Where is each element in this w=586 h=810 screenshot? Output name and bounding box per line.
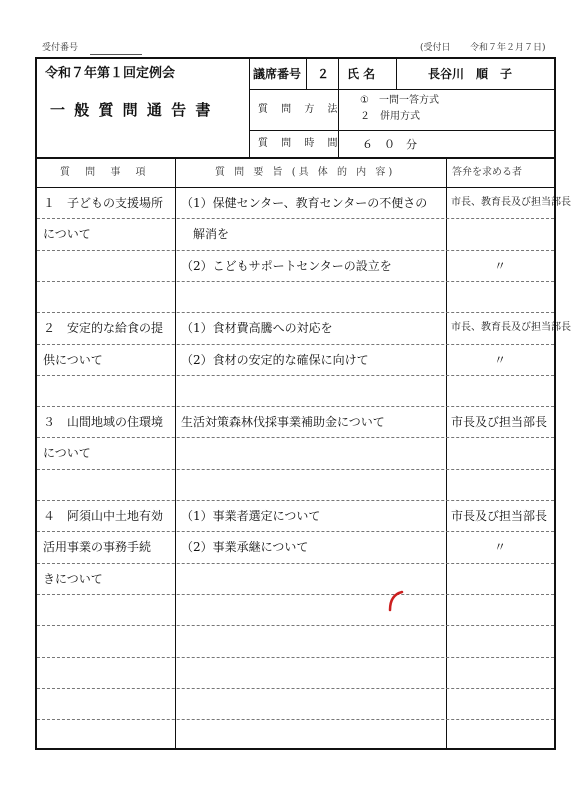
document-title: 一 般 質 問 通 告 書: [50, 101, 213, 119]
row-divider: [37, 437, 554, 438]
row-divider: [37, 594, 554, 595]
column-header-rule: [35, 187, 556, 188]
row-gist-text: （2）食材の安定的な確保に向けて: [181, 352, 369, 367]
column-header-item: 質 問 事 項: [60, 167, 152, 178]
row-gist-text: （1）事業者選定について: [181, 509, 321, 523]
column-header-gist: 質 問 要 旨 (具 体 的 内 容): [215, 167, 396, 178]
row-divider: [37, 657, 554, 658]
row-responder-text: 市長及び担当部長: [451, 509, 548, 523]
column-divider-1: [175, 157, 176, 750]
row-item-text: 供について: [43, 352, 103, 367]
row-responder-text: 〃: [494, 258, 507, 273]
column-header-responder: 答弁を求める者: [452, 167, 522, 178]
row-divider: [37, 250, 554, 251]
seat-divider: [306, 57, 307, 89]
row-item-text: ２ 安定的な給食の提: [43, 321, 164, 336]
row-gist-text: （2）こどもサポートセンターの設立を: [181, 258, 392, 273]
received-date: 令和７年２月７日): [470, 43, 546, 53]
row-item-text: ４ 阿須山中土地有効: [43, 509, 164, 523]
time-value: ６ ０ 分: [362, 138, 417, 151]
header-bottom-rule: [35, 157, 556, 159]
method-option-2: ２ 併用方式: [360, 111, 420, 122]
method-label: 質 問 方 法: [258, 104, 343, 115]
row-divider: [37, 469, 554, 470]
column-divider-2: [446, 157, 447, 750]
notice-form: [35, 57, 556, 750]
session-title: 令和７年第１回定例会: [45, 66, 176, 81]
row-responder-text: 市長、教育長及び担当部長: [451, 197, 571, 208]
row-responder-text: 市長、教育長及び担当部長: [451, 322, 571, 334]
row-item-text: きについて: [43, 571, 103, 586]
row-gist-text: （1）食材費高騰への対応を: [181, 321, 333, 336]
seat-label: 議席番号: [253, 67, 302, 81]
row-item-text: ３ 山間地域の住環境: [43, 415, 164, 430]
row-divider: [37, 406, 554, 407]
name-divider: [396, 57, 397, 89]
row-divider: [37, 563, 554, 564]
method-option-1: ① 一問一答方式: [360, 95, 439, 106]
row-divider: [37, 688, 554, 689]
name-label: 氏 名: [347, 67, 376, 81]
row-gist-text: 解消を: [181, 227, 230, 242]
time-label: 質 問 時 間: [258, 138, 343, 149]
header-divider: [249, 57, 250, 157]
row-gist-text: 生活対策森林伐採事業補助金について: [181, 415, 385, 430]
row-gist-text: （1）保健センター、教育センターの不便さの: [181, 196, 428, 210]
receipt-number-line: [90, 54, 142, 55]
row-divider: [37, 281, 554, 282]
row-divider: [37, 375, 554, 376]
row-divider: [37, 531, 554, 532]
row-responder-text: 市長及び担当部長: [451, 415, 548, 430]
receipt-number-label: 受付番号: [42, 43, 79, 53]
row-item-text: １ 子どもの支援場所: [43, 196, 164, 210]
name-value: 長谷川 順 子: [428, 67, 513, 81]
row-item-text: について: [43, 227, 91, 242]
row-responder-text: 〃: [494, 540, 507, 555]
row-item-text: 活用事業の事務手続: [43, 540, 152, 555]
row-divider: [37, 344, 554, 345]
row-divider: [37, 500, 554, 501]
header-rule-2: [249, 130, 556, 131]
seat-value: ２: [317, 67, 330, 81]
row-divider: [37, 625, 554, 626]
row-divider: [37, 218, 554, 219]
received-label: (受付日: [420, 43, 451, 53]
row-item-text: について: [43, 446, 91, 461]
red-pen-mark: [384, 588, 408, 616]
row-divider: [37, 719, 554, 720]
row-gist-text: （2）事業承継について: [181, 540, 309, 555]
row-responder-text: 〃: [494, 352, 507, 367]
header-rule-1: [249, 89, 556, 90]
row-divider: [37, 312, 554, 313]
